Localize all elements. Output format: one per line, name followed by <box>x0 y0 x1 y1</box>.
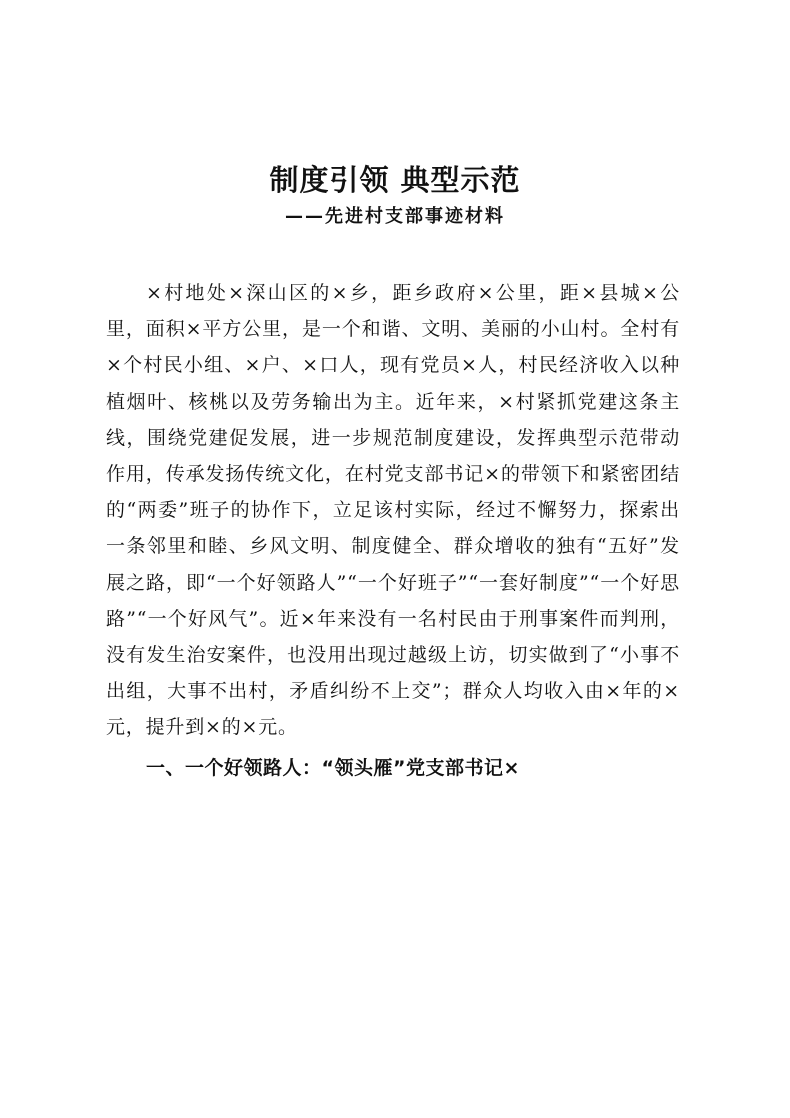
section-heading: 一、一个好领路人：“领头雁”党支部书记× <box>146 757 520 779</box>
body-paragraph: ×村地处×深山区的×乡，距乡政府×公里，距×县城×公里，面积×平方公里，是一个和谐、文明、美丽的小山村。全村有×个村民小组、×户、×口人，现有党员×人，村民经济收入以种植烟叶、核桃以及劳务输出为主。近年来，×村紧抓党建这条主线，围绕党建促发展，进一步规范制度建设，发挥典型示范带动作用，传承发扬传统文化，在村党支部书记×的带领下和紧密团结的“两委”班子的协作下，立足该村实际，经过不懈努力，探索出一条邻里和睦、乡风文明、制度健全、群众增收的独有“五好”发展之路，即“一个好领路人”“一个好班子”“一套好制度”“一个好思路”“一个好风气”。近×年来没有一名村民由于刑事案件而判刑，没有发生治安案件，也没用出现过越级上访，切实做到了“小事不出组，大事不出村，矛盾纠纷不上交”；群众人均收入由×年的×元，提升到×的×元。 <box>106 282 680 739</box>
document-title: 制度引领 典型示范 <box>269 163 521 197</box>
document-subtitle: ——先进村支部事迹材料 <box>285 206 505 227</box>
